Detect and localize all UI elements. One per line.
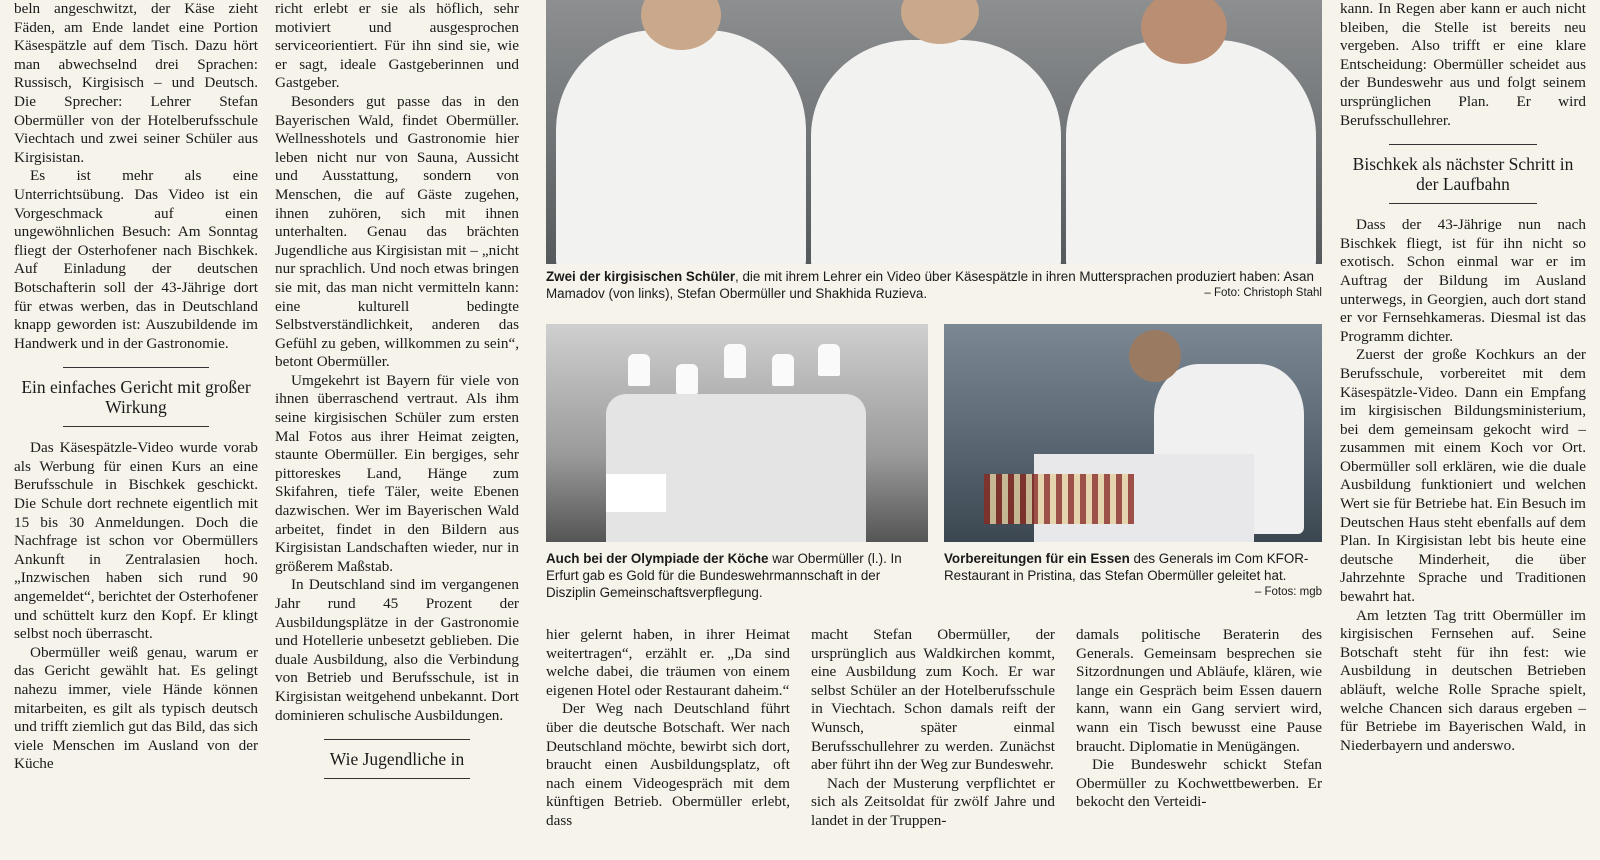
paragraph: Der Weg nach Deutschland führt über die deutsche Botschaft. Wer nach Deutschland möchte, bewirbt sich dort, braucht einen Ausbildungsplatz, oft nach einem Videogespräch mit dem künftigen Betrieb. Obermüller erlebt, dass — [546, 700, 790, 829]
paragraph: Am letzten Tag tritt Obermüller im kirgisischen Fernsehen auf. Seine Botschaft steht für ihn fest: wie Ausbildung in deutschen Betrieben abläuft, welche Rolle Sprache spielt, welche Chancen sich daraus ergeben – für Betriebe im Bayerischen Wald, in Niederbayern und anderswo. — [1340, 606, 1586, 754]
caption-main-photo — [546, 268, 1322, 302]
paragraph: damals politische Beraterin des Generals. Gemeinsam besprechen sie Sitzordnungen und Abläufe, klären, wie lange ein Gespräch beim Essen dauern kann, wann ein Gang serviert wird, wann ein Tisch bewusst eine Pause braucht. Diplomatie in Menügängen. — [1076, 626, 1322, 755]
paragraph: Zuerst der große Kochkurs an der Berufsschule, vorbereitet mit dem Käsespätzle-Video. Dann ein Empfang im kirgisischen Bildungsministerium, bei dem gemeinsam gekocht wird – zusammen mit einem Koch vor Ort. Obermüller soll erklären, wie die duale Ausbildung funktioniert und welchen Wert sie für Betriebe hat. Ein Besuch im Deutschen Haus steht ebenfalls auf dem Plan. In Kirgisistan lebt bis heute eine deutsche Minderheit, die über Jahrzehnte Sprache und Traditionen bewahrt hat. — [1340, 346, 1586, 606]
article-column-6 — [1340, 0, 1586, 755]
subheading: Ein einfaches Gericht mit großer Wirkung — [14, 367, 258, 427]
paragraph: beln angeschwitzt, der Käse zieht Fäden, am Ende landet eine Portion Käsespätzle auf dem Tisch. Dazu hört man abwechselnd drei Sprachen: Russisch, Kirgisisch – und Deutsch. Die Sprecher: Lehrer Stefan Obermüller von der Hotelberufsschule Viechtach und zwei seiner Schüler aus Kirgisistan. — [14, 0, 258, 166]
photo-chef-olympics — [546, 324, 928, 542]
photo-credit: – Foto: Christoph Stahl — [1204, 287, 1322, 299]
article-column-4 — [811, 626, 1055, 831]
paragraph: Die Bundeswehr schickt Stefan Obermüller zu Kochwettbewerben. Er bekocht den Verteidi- — [1076, 756, 1322, 811]
paragraph: hier gelernt haben, in ihrer Heimat weitertragen“, erzählt er. „Da sind welche dabei, die träumen von einem eigenen Hotel oder Restaurant daheim.“ — [546, 626, 790, 699]
photo-credit: – Fotos: mgb — [1254, 586, 1322, 598]
paragraph: Es ist mehr als eine Unterrichtsübung. Das Video ist ein Vorgeschmack auf einen ungewöhnlichen Besuch: Am Sonntag fliegt der Osterhofener nach Bischkek. Auf Einladung der deutschen Botschafterin soll der 43-Jährige dort für etwas werben, das in Deutschland knapp geworden ist: Auszubildende im Handwerk und in der Gastronomie. — [14, 167, 258, 352]
paragraph: kann. In Regen aber kann er auch nicht bleiben, die Stelle ist bereits neu vergeben. Also trifft er eine klare Entscheidung: Obermüller scheidet aus der Bundeswehr aus und folgt seinem ursprünglichen Plan. Er wird Berufsschullehrer. — [1340, 0, 1586, 129]
caption-bold: Vorbereitungen für ein Essen — [944, 551, 1130, 566]
caption-chef-olympics — [546, 550, 928, 601]
paragraph: macht Stefan Obermüller, der ursprünglich aus Waldkirchen kommt, eine Ausbildung zum Koch. Er war selbst Schüler an der Hotelberufsschule in Viechtach. Schon damals reift der Wunsch, später einmal Berufsschullehrer zu werden. Zunächst aber führt ihn der Weg zur Bundeswehr. — [811, 626, 1055, 774]
caption-bold: Auch bei der Olympiade der Köche — [546, 551, 769, 566]
paragraph: Dass der 43-Jährige nun nach Bischkek fliegt, ist für ihn nicht so exotisch. Schon einmal war er im Auftrag der Bildung im Ausland unterwegs, in Georgien, auch dort stand er vor Fernsehkameras. Diesmal ist das Programm dichter. — [1340, 216, 1586, 345]
paragraph: In Deutschland sind im vergangenen Jahr rund 45 Prozent der Ausbildungsplätze in der Gastronomie und Hotellerie unbesetzt geblieben. Die duale Ausbildung, also die Verbindung von Betrieb und Berufsschule, ist in Kirgisistan weitgehend unbekannt. Dort dominieren schulische Ausbildungen. — [275, 576, 519, 724]
paragraph: Obermüller weiß genau, warum er das Gericht gewählt hat. Es gelingt nahezu immer, viele Hände können mitarbeiten, es gilt als typisch deutsch und trifft ziemlich gut das Bild, das sich viele Menschen im Ausland von der Küche — [14, 643, 258, 773]
photo-kfor-restaurant — [944, 324, 1322, 542]
caption-bold: Zwei der kirgisischen Schüler — [546, 269, 736, 284]
caption-text: war Obermüller (l.). In Erfurt gab es Gold für die Bundeswehrmannschaft in der Disziplin Gemeinschaftsverpflegung. — [546, 551, 902, 600]
article-column-5 — [1076, 626, 1322, 812]
photo-students-with-teacher — [546, 0, 1322, 264]
paragraph: Das Käsespätzle-Video wurde vorab als Werbung für einen Kurs an eine Berufsschule in Bischkek geschickt. Die Schule dort rechnete eigentlich mit 15 bis 30 Anmeldungen. Doch die Nachfrage ist schon vor Obermüllers Ankunft in Zentralasien hoch. „Inzwischen haben sich rund 90 angemeldet“, berichtet der Osterhofener und schüttelt kurz den Kopf. Er klingt selbst noch überrascht. — [14, 439, 258, 643]
paragraph: Besonders gut passe das in den Bayerischen Wald, findet Obermüller. Wellnesshotels und Gastronomie hier leben nicht nur von Sauna, Aussicht und Ausstattung, sondern von Menschen, die auf Gäste zugehen, ihnen zuhören, sich mit ihnen unterhalten. Genau das brächten Jugendliche aus Kirgisistan mit – „nicht nur sprachlich. Und noch etwas bringen sie mit, das man nicht vermitteln kann: eine kulturell bedingte Selbstverständlichkeit, anderen das Gefühl zu geben, willkommen zu sein“, betont Obermüller. — [275, 92, 519, 371]
caption-text: , die mit ihrem Lehrer ein Video über Käsespätzle in ihren Muttersprachen produziert haben: Asan Mamadov (von links), Stefan Obermüller und Shakhida Ruzieva. — [546, 269, 1314, 301]
caption-text: des Generals im Com KFOR-Restaurant in Pristina, das Stefan Obermüller geleitet hat. — [944, 551, 1309, 583]
article-column-2 — [275, 0, 519, 791]
paragraph: Umgekehrt ist Bayern für viele von ihnen überraschend vertraut. Als ihm seine kirgisischen Schüler zum ersten Mal Fotos aus ihrer Heimat zeigten, staunte Obermüller. Ein bergiges, sehr pittoreskes Land, Hänge zum Skifahren, tiefe Täler, weite Ebenen dazwischen. Wer im Bayerischen Wald arbeitet, findet in den Bildern aus Kirgisistan Landschaften wieder, nur in größerem Maßstab. — [275, 371, 519, 575]
article-column-1 — [14, 0, 258, 774]
subheading: Wie Jugendliche in — [275, 739, 519, 779]
paragraph: Nach der Musterung verpflichtet er sich als Zeitsoldat für zwölf Jahre und landet in der Truppen- — [811, 774, 1055, 829]
caption-kfor-restaurant — [944, 550, 1322, 601]
subheading: Bischkek als nächster Schritt in der Laufbahn — [1340, 144, 1586, 204]
paragraph: richt erlebt er sie als höflich, sehr motiviert und ausgesprochen serviceorientiert. Für ihn sind sie, wie er sagt, ideale Gastgeberinnen und Gastgeber. — [275, 0, 519, 92]
article-column-3 — [546, 626, 790, 831]
